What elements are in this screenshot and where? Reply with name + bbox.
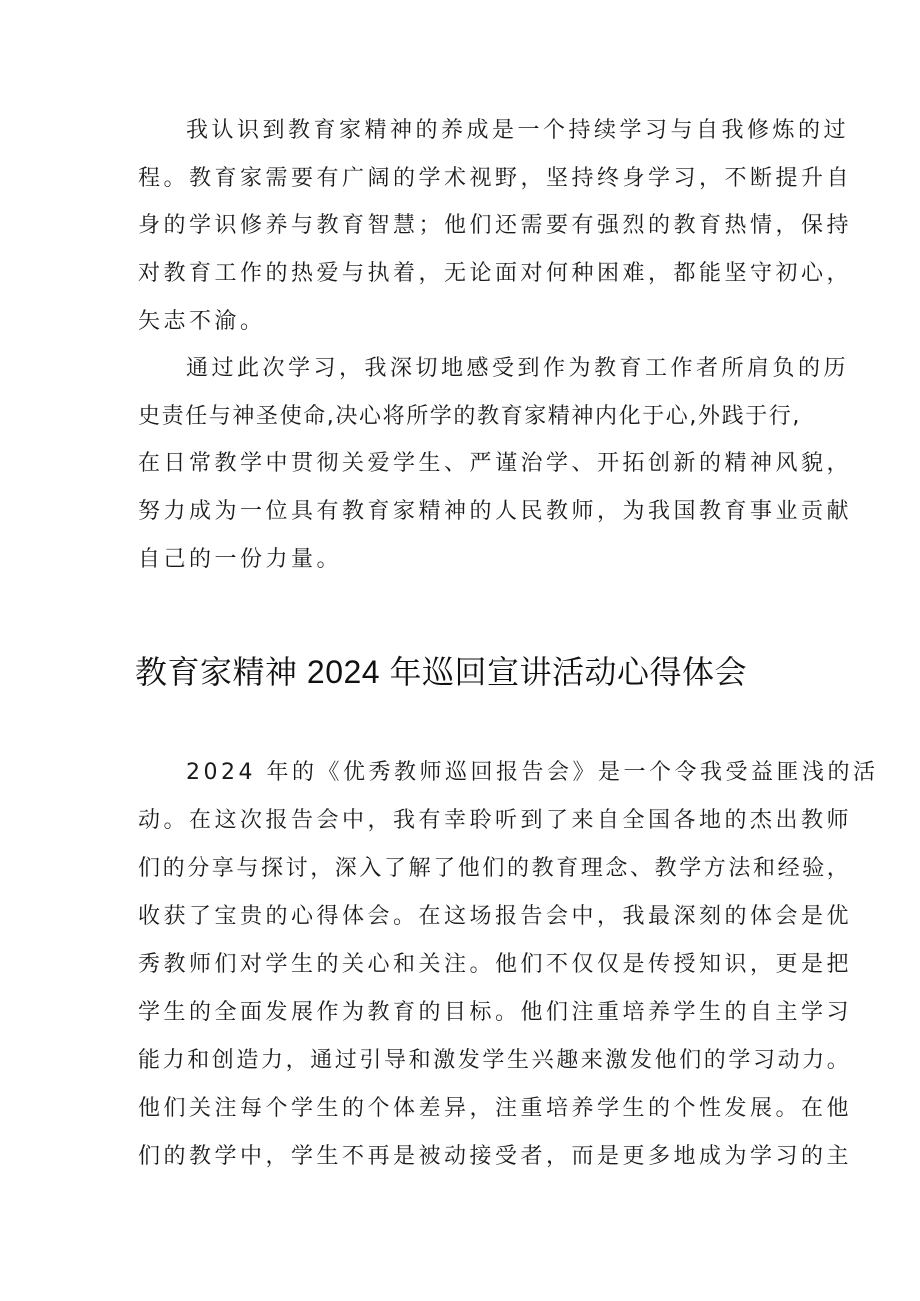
paragraph-line: 学生的全面发展作为教育的目标。他们注重培养学生的自主学习 — [138, 1000, 853, 1025]
paragraph-line: 2024 年的《优秀教师巡回报告会》是一个令我受益匪浅的活 — [186, 760, 879, 785]
paragraph-line: 身的学识修养与教育智慧；他们还需要有强烈的教育热情，保持 — [138, 213, 853, 238]
paragraph-line: 矢志不渝。 — [138, 309, 266, 334]
paragraph-line: 程。教育家需要有广阔的学术视野，坚持终身学习，不断提升自 — [138, 166, 853, 191]
paragraph-line: 他们关注每个学生的个体差异，注重培养学生的个性发展。在他 — [138, 1096, 853, 1121]
paragraph-line: 史责任与神圣使命,决心将所学的教育家精神内化于心,外践于行, — [138, 404, 801, 429]
paragraph-line: 秀教师们对学生的关心和关注。他们不仅仅是传授知识，更是把 — [138, 952, 853, 977]
paragraph-line: 通过此次学习，我深切地感受到作为教育工作者所肩负的历 — [186, 356, 850, 381]
paragraph-line: 我认识到教育家精神的养成是一个持续学习与自我修炼的过 — [186, 118, 850, 143]
paragraph-line: 对教育工作的热爱与执着，无论面对何种困难，都能坚守初心， — [138, 261, 853, 286]
paragraph-line: 动。在这次报告会中，我有幸聆听到了来自全国各地的杰出教师 — [138, 808, 853, 833]
paragraph-line: 自己的一份力量。 — [138, 547, 343, 572]
paragraph-line: 收获了宝贵的心得体会。在这场报告会中，我最深刻的体会是优 — [138, 904, 853, 929]
paragraph-line: 们的教学中，学生不再是被动接受者，而是更多地成为学习的主 — [138, 1144, 853, 1169]
section-heading: 教育家精神 2024 年巡回宣讲活动心得体会 — [135, 654, 747, 690]
paragraph-line: 们的分享与探讨，深入了解了他们的教育理念、教学方法和经验， — [138, 856, 852, 881]
paragraph-line: 能力和创造力，通过引导和激发学生兴趣来激发他们的学习动力。 — [138, 1048, 852, 1073]
paragraph-line: 努力成为一位具有教育家精神的人民教师，为我国教育事业贡献 — [138, 499, 853, 524]
paragraph-line: 在日常教学中贯彻关爱学生、严谨治学、开拓创新的精神风貌， — [138, 451, 853, 476]
